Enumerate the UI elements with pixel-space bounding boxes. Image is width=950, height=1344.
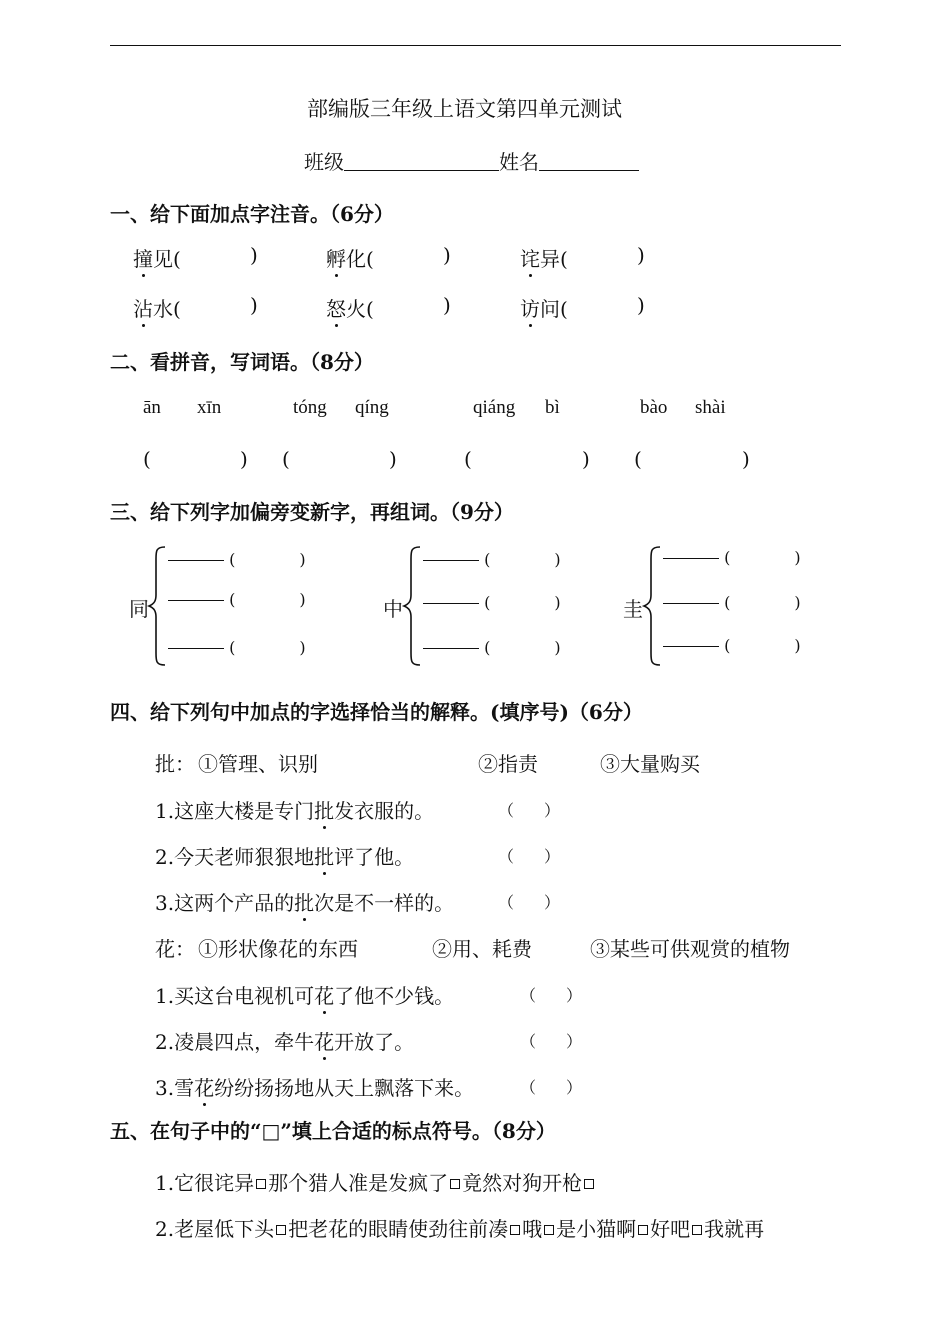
blank-line[interactable] [663, 646, 719, 647]
close-paren: ) [250, 243, 258, 267]
dotted-char: 批 [314, 795, 334, 824]
section-3-heading: 三、给下列字加偏旁变新字，再组词。（9分） [110, 500, 514, 524]
question-sentence: 2.凌晨四点，牵牛花开放了。 [155, 1026, 414, 1055]
dotted-char: 花 [314, 980, 334, 1009]
punctuation-sentence: 2.老屋低下头 把老花的眼睛使劲往前凑 哦 是小猫啊 好吧 我就再 [155, 1217, 765, 1241]
dotted-char: 诧 [520, 243, 540, 272]
blank-box[interactable] [584, 1179, 594, 1189]
blank-box[interactable] [256, 1179, 266, 1189]
pinyin: tóng [293, 397, 327, 418]
dotted-char: 访 [520, 293, 540, 322]
answer-parens[interactable]: （ ） [498, 847, 561, 866]
close-paren: ) [443, 243, 451, 267]
punctuation-sentence: 1.它很诧异 那个猎人准是发疯了 竟然对狗开枪 [155, 1167, 596, 1196]
word-item: 撞见( [133, 243, 181, 272]
blank-box[interactable] [450, 1179, 460, 1189]
section-1-heading: 一、给下面加点字注音。（6分） [110, 202, 394, 226]
definition-option: ①管理、识别 [198, 752, 318, 776]
answer-parens[interactable]: （ ） [498, 801, 561, 820]
open-paren: ( [634, 447, 642, 471]
blank-line[interactable] [663, 558, 719, 559]
dotted-char: 沾 [133, 293, 153, 322]
word-item: 访问( [520, 293, 568, 322]
class-blank[interactable] [344, 152, 499, 171]
blank-row: ( ) [168, 550, 306, 569]
blank-box[interactable] [692, 1225, 702, 1235]
blank-box[interactable] [276, 1225, 286, 1235]
definition-key: 批： [155, 752, 195, 776]
open-paren: ( [143, 447, 151, 471]
dotted-char: 批 [294, 887, 314, 916]
base-char: 同 [129, 597, 149, 621]
pinyin: ān [143, 397, 161, 418]
pinyin: bì [545, 397, 560, 418]
definition-option: ①形状像花的东西 [198, 937, 358, 961]
blank-line[interactable] [423, 560, 479, 561]
definition-option: ②指责 [478, 752, 538, 776]
blank-box[interactable] [510, 1225, 520, 1235]
pinyin: qíng [355, 397, 389, 418]
question-sentence: 1.这座大楼是专门批发衣服的。 [155, 795, 434, 824]
word-item: 怒火( [326, 293, 374, 322]
blank-row: ( ) [168, 638, 306, 657]
blank-box[interactable] [544, 1225, 554, 1235]
blank-line[interactable] [663, 603, 719, 604]
brace-icon [146, 545, 168, 667]
blank-line[interactable] [168, 648, 224, 649]
definition-option: ②用、耗费 [432, 937, 532, 961]
page-title: 部编版三年级上语文第四单元测试 [307, 97, 622, 121]
dotted-char: 批 [314, 841, 334, 870]
answer-parens[interactable]: （ ） [498, 893, 561, 912]
blank-row: ( ) [168, 590, 306, 609]
question-sentence: 3.这两个产品的批次是不一样的。 [155, 887, 454, 916]
pinyin: xīn [197, 397, 222, 418]
word-item: 诧异( [520, 243, 568, 272]
open-paren: ( [282, 447, 290, 471]
open-paren: ( [464, 447, 472, 471]
question-sentence: 2.今天老师狠狠地批评了他。 [155, 841, 414, 870]
brace-icon [641, 545, 663, 667]
base-char: 中 [383, 597, 403, 621]
blank-row: ( ) [423, 638, 561, 657]
section-2-heading: 二、看拼音，写词语。（8分） [110, 350, 374, 374]
blank-box[interactable] [638, 1225, 648, 1235]
question-sentence: 3.雪花纷纷扬扬地从天上飘落下来。 [155, 1072, 474, 1101]
definition-key: 花： [155, 937, 195, 961]
pinyin: bào [640, 397, 668, 418]
class-name-line [304, 146, 639, 175]
blank-row: ( ) [423, 550, 561, 569]
word-item: 沾水( [133, 293, 181, 322]
name-label: 姓名 [499, 150, 539, 174]
dotted-char: 怒 [326, 293, 346, 322]
definition-option: ③某些可供观赏的植物 [590, 937, 790, 961]
dotted-char: 孵 [326, 243, 346, 272]
close-paren: ) [637, 293, 645, 317]
blank-line[interactable] [168, 600, 224, 601]
blank-row: ( ) [663, 593, 801, 612]
dotted-char: 花 [314, 1026, 334, 1055]
dotted-char: 撞 [133, 243, 153, 272]
blank-line[interactable] [168, 560, 224, 561]
pinyin: shài [695, 397, 726, 418]
dotted-char: 花 [194, 1072, 214, 1101]
close-paren: ) [389, 447, 397, 471]
pinyin: qiáng [473, 397, 516, 418]
blank-row: ( ) [423, 593, 561, 612]
base-char: 圭 [623, 597, 643, 621]
close-paren: ) [742, 447, 750, 471]
close-paren: ) [250, 293, 258, 317]
close-paren: ) [443, 293, 451, 317]
answer-parens[interactable]: （ ） [520, 1078, 583, 1097]
name-blank[interactable] [539, 152, 639, 171]
top-rule [110, 45, 841, 46]
question-sentence: 1.买这台电视机可花了他不少钱。 [155, 980, 454, 1009]
section-4-heading: 四、给下列句中加点的字选择恰当的解释。(填序号)（6分） [110, 700, 643, 724]
blank-line[interactable] [423, 603, 479, 604]
close-paren: ) [637, 243, 645, 267]
close-paren: ) [240, 447, 248, 471]
blank-row: ( ) [663, 636, 801, 655]
close-paren: ) [582, 447, 590, 471]
brace-icon [401, 545, 423, 667]
class-label: 班级 [304, 150, 344, 174]
section-5-heading: 五、在句子中的“□”填上合适的标点符号。（8分） [110, 1119, 556, 1143]
definition-option: ③大量购买 [600, 752, 700, 776]
blank-row: ( ) [663, 548, 801, 567]
answer-parens[interactable]: （ ） [520, 1032, 583, 1051]
answer-parens[interactable]: （ ） [520, 986, 583, 1005]
word-item: 孵化( [326, 243, 374, 272]
blank-line[interactable] [423, 648, 479, 649]
